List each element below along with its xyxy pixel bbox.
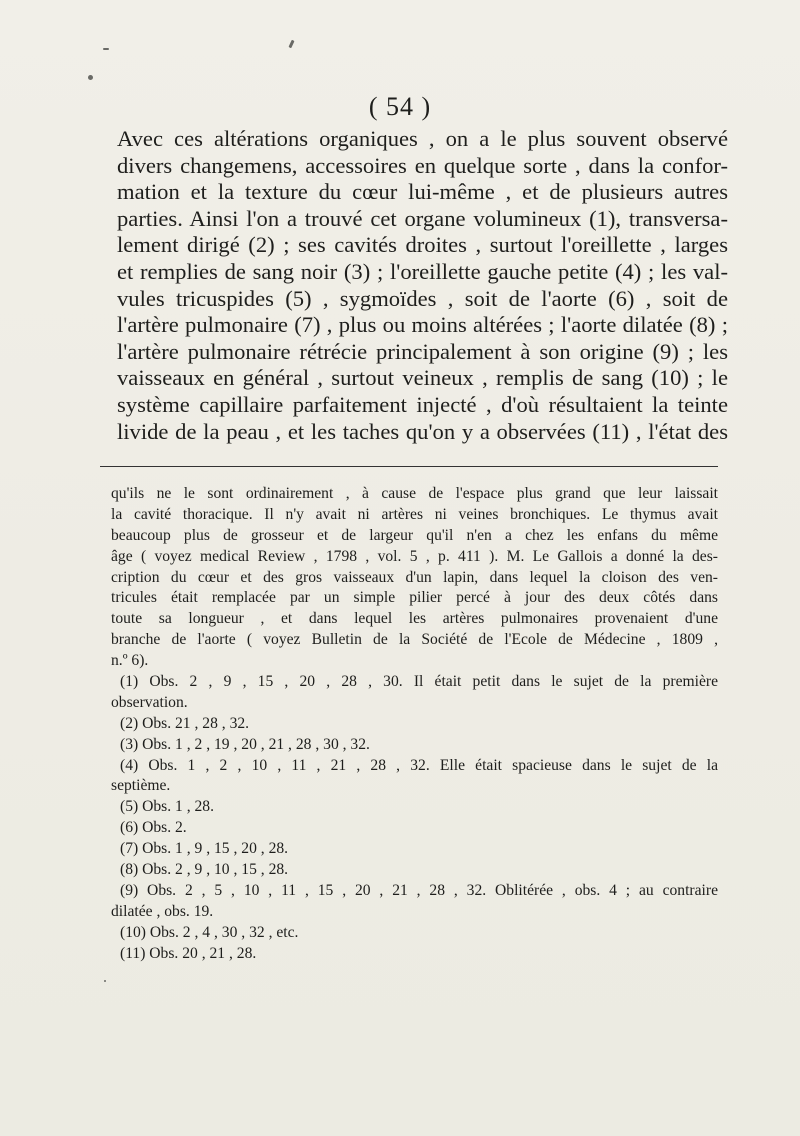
footnote-line: (9) Obs. 2 , 5 , 10 , 11 , 15 , 20 , 21 , 28 , 32. Oblitérée , obs. 4 ; au contraire — [120, 881, 718, 899]
body-line: mation et la texture du cœur lui-même , et de plusieurs autres — [117, 179, 728, 205]
footnote-line: (5) Obs. 1 , 28. — [120, 798, 214, 816]
footnote-line: (1) Obs. 2 , 9 , 15 , 20 , 28 , 30. Il était petit dans le sujet de la première — [120, 673, 718, 691]
footnote-line: observation. — [111, 693, 188, 711]
footnote-line: (11) Obs. 20 , 21 , 28. — [120, 944, 257, 962]
footnote-item — [111, 944, 718, 965]
note-continuation-line: âge ( voyez medical Review , 1798 , vol. 5 , p. 411 ). M. Le Gallois a donné la des- — [111, 547, 718, 565]
footnote-item — [111, 839, 718, 860]
body-line: système capillaire parfaitement injecté , d'où résultaient la teinte — [117, 391, 728, 417]
body-line: lement dirigé (2) ; ses cavités droites , surtout l'oreillette , larges — [117, 232, 728, 258]
body-line: Avec ces altérations organiques , on a le plus souvent observé — [117, 126, 728, 151]
footnote-line: (2) Obs. 21 , 28 , 32. — [120, 714, 250, 732]
page-number: ( 54 ) — [368, 92, 432, 121]
note-continuation-line: la cavité thoracique. Il n'y avait ni artères ni veines bronchiques. Le thymus avait — [111, 505, 718, 523]
note-continuation-line: cription du cœur et des gros vaisseaux d'un lapin, dans lequel la cloison des ven- — [111, 568, 718, 586]
footnote-line: (6) Obs. 2. — [120, 819, 187, 837]
note-continuation-line: beaucoup plus de grosseur et de largeur qu'il n'en a chez les enfans du même — [111, 526, 718, 544]
footnote-line: septième. — [111, 777, 171, 795]
footnote-item — [111, 818, 718, 839]
body-line: et remplies de sang noir (3) ; l'oreillette gauche petite (4) ; les val- — [117, 258, 728, 284]
footnote-line: (10) Obs. 2 , 4 , 30 , 32 , etc. — [120, 923, 299, 941]
main-body-text — [117, 126, 728, 445]
body-line: vules tricuspides (5) , sygmoïdes , soit de l'aorte (6) , soit de — [117, 285, 728, 311]
footnote-item — [111, 735, 718, 756]
footnote-line: (3) Obs. 1 , 2 , 19 , 20 , 21 , 28 , 30 , 32. — [120, 735, 370, 753]
footnote-item — [111, 714, 718, 735]
body-line: l'artère pulmonaire (7) , plus ou moins altérées ; l'aorte dilatée (8) ; — [117, 312, 728, 338]
footnote-item — [111, 672, 718, 714]
ink-speck — [88, 75, 93, 80]
footnotes-block — [111, 484, 718, 964]
body-line: livide de la peau , et les taches qu'on y a observées (11) , l'état des — [117, 418, 728, 444]
note-continuation-line: n.º 6). — [111, 652, 149, 670]
footnote-item — [111, 881, 718, 923]
footnote-item — [111, 756, 718, 798]
ink-speck — [103, 48, 109, 50]
note-continuation-line: qu'ils ne le sont ordinairement , à cause de l'espace plus grand que leur laissait — [111, 485, 718, 502]
footnote-item — [111, 923, 718, 944]
footnote-line: dilatée , obs. 19. — [111, 902, 214, 920]
footnote-item — [111, 860, 718, 881]
note-continuation-line: tricules était remplacée par un simple pilier percé à jour des deux côtés dans — [111, 589, 718, 607]
note-continuation-line: branche de l'aorte ( voyez Bulletin de la Société de l'Ecole de Médecine , 1809 , — [111, 631, 718, 649]
footnote-separator-rule — [100, 466, 718, 467]
note-continuation-line: toute sa longueur , et dans lequel les artères pulmonaires provenaient d'une — [111, 610, 718, 628]
ink-speck — [288, 40, 294, 49]
ink-speck — [104, 980, 106, 982]
body-line: vaisseaux en général , surtout veineux , remplis de sang (10) ; le — [117, 365, 728, 391]
footnote-line: (7) Obs. 1 , 9 , 15 , 20 , 28. — [120, 840, 289, 858]
footnote-item — [111, 797, 718, 818]
body-line: divers changemens, accessoires en quelque sorte , dans la confor- — [117, 152, 728, 178]
footnote-line: (8) Obs. 2 , 9 , 10 , 15 , 28. — [120, 861, 289, 879]
footnote-line: (4) Obs. 1 , 2 , 10 , 11 , 21 , 28 , 32. Elle était spacieuse dans le sujet de la — [120, 756, 718, 774]
body-line: parties. Ainsi l'on a trouvé cet organe volumineux (1), transversa- — [117, 205, 728, 231]
body-line: l'artère pulmonaire rétrécie principalement à son origine (9) ; les — [117, 338, 728, 364]
